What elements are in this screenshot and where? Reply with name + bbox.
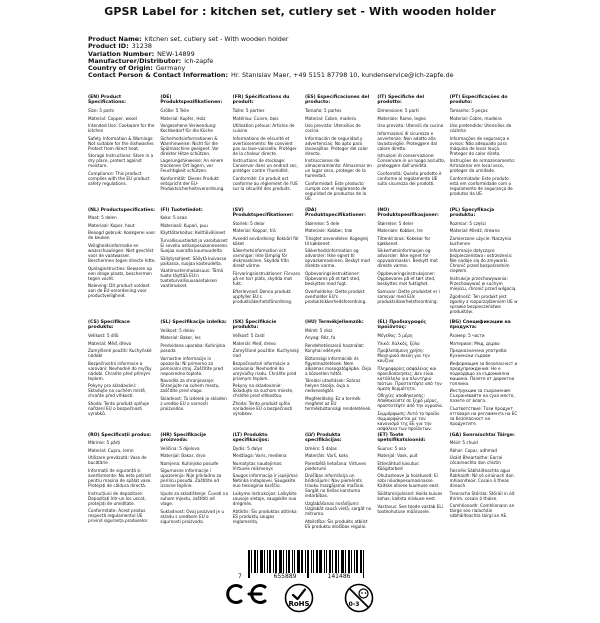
block-paragraph: Méid: 5 chuid (449, 440, 478, 446)
block-paragraph: Atbilstība: Šis produkts atbilst ES produktu drošības regulai. (305, 518, 368, 529)
block-paragraph: Dimensione: 5 parti (377, 108, 419, 114)
block-paragraph: Drošības informācija un brīdinājumi: Nav piemērots trauku mazgājamai mašīnai. Sargāt no tiešas karstuma iedarbības. (305, 473, 365, 499)
block-paragraph: Material: Cobre, madeira (449, 115, 502, 121)
block-paragraph: Sicherheitsinformationen & Warnhinweise: Nicht für die Spülmaschine geeignet. Vor direkter Hitze schützen. (160, 135, 219, 156)
block-paragraph: Säilytysohjeet: Säilytä kuivassa paikassa, suojaa kosteudelta. (160, 255, 227, 266)
field-value: Hr. Stanislav Maer, +49 5151 87798 10, kundenservice@ich-zapfe.de (231, 71, 454, 80)
language-block-sl (160, 320, 228, 433)
block-paragraph: Istruzioni di conservazione: Conservare in un luogo asciutto, proteggere dall'umidità. (377, 153, 446, 169)
block-paragraph: Opslaginstructies: Bewaren op een droge plaats, beschermen tegen vocht. (88, 265, 152, 281)
language-block-title: (HR) Specifikacije proizvoda: (160, 432, 207, 443)
block-paragraph: Skladnost: Ta izdelek je skladen z uredbo EU o varnosti proizvodov. (160, 395, 227, 411)
language-block-title: (IT) Specifiche del prodotto: (377, 95, 425, 106)
language-block-lt (233, 433, 301, 546)
language-block-title: (EN) Product Specifications: (88, 95, 127, 106)
language-block-title: (PL) Specyfikacja produktu: (449, 207, 495, 218)
language-block-fi (160, 208, 228, 321)
block-paragraph: Matériau: Cuivre, bois (232, 115, 279, 121)
block-paragraph: Efterlevnad: Denna produkt uppfyller EU:s produktsäkerhetsförordning. (232, 288, 293, 304)
block-paragraph: Paredzētā lietošana: Virtuves piederumi (305, 460, 367, 471)
block-paragraph: Material: Koppar, trä (232, 228, 276, 234)
page-title: GPSR Label for : kitchen set, cutlery set - With wooden holder (104, 5, 496, 18)
block-paragraph: Utilizare prevăzută: Vase de bucătărie (88, 455, 147, 466)
language-block-hr (160, 433, 228, 546)
language-block-title: (BG) Спецификации на продукта: (449, 320, 511, 331)
block-paragraph: Materiāls: Varš, koks (305, 453, 349, 459)
block-paragraph: Numatytas naudojimas: Virtuvės reikmenys (232, 460, 283, 471)
block-paragraph: Pokyny pro skladování: Skladujte na suchém místě, chraňte před vlhkostí. (88, 383, 147, 399)
block-paragraph: Veľkosť: 5 častí (232, 333, 265, 339)
block-paragraph: Conformità: Questo prodotto è conforme al regolamento UE sulla sicurezza dei prodotti. (377, 171, 442, 187)
block-paragraph: Συμμόρφωση: Αυτό το προϊόν συμμορφώνεται με τον κανονισμό της ΕΕ για την ασφάλεια των προϊόντων. (377, 411, 440, 432)
block-paragraph: Käyttötarkoitus: Keittiövälineet (160, 230, 226, 236)
block-paragraph: Méret: 5 rész (305, 327, 333, 333)
block-paragraph: Rendeltetésszerű használat: Konyhai edények (305, 342, 365, 353)
barcode-digit-group1: 655889 (273, 573, 297, 580)
block-paragraph: Größe: 5 Teile (160, 108, 190, 114)
language-block-title: (ET) Toote spetsifikatsioonid: (377, 432, 426, 443)
block-paragraph: Medžiaga: Varis, mediena (232, 453, 287, 459)
language-block-title: (FI) Tuotetiedot: (160, 207, 203, 213)
block-paragraph: Conformité: Ce produit est conforme au règlement de l'UE sur la sécurité des produits. (232, 176, 298, 192)
block-paragraph: Upute za skladištenje: Čuvati na suhom mjestu, zaštititi od vlage. (160, 490, 229, 506)
language-block-title: (HU) Termékjellemzők: (305, 320, 364, 325)
language-block-nl (88, 208, 156, 321)
language-block-da (305, 208, 373, 321)
block-paragraph: Material: Baker, les (160, 335, 201, 341)
block-paragraph: Säkerhetsinformation och varningar: Inte lämplig för diskmaskinen. Skydda från direkt värme. (232, 248, 290, 269)
block-paragraph: Uso previsto: Utensili da cucina (377, 123, 444, 129)
language-block-title: (LV) Produkta specifikācijas: (305, 432, 342, 443)
block-paragraph: Μέγεθος: 5 μέρη (377, 333, 413, 339)
language-block-title: (NO) Produktspesifikasjoner: (377, 207, 439, 218)
block-paragraph: Förvaringsinstruktioner: Förvara på en torr plats, skydda mot fukt. (232, 270, 300, 286)
block-paragraph: Materiale: Rame, legno (377, 115, 426, 121)
block-paragraph: Shoda: Tento produkt splňuje nařízení EU o bezpečnosti výrobků. (88, 401, 150, 417)
block-paragraph: Biztonsági információk és figyelmeztetések: Nem alkalmas mosogatógépbe. Óvja a közvetlen hőtől. (305, 355, 372, 376)
block-paragraph: Comhlíonadh: Comhlíonann an táirge seo rialacháin sábháilteachta táirgí an AE. (449, 503, 515, 519)
block-paragraph: Atitiktis: Šis produktas atitinka ES produktų saugos reglamentą. (232, 508, 297, 524)
block-paragraph: Oppbevaringsinstruksjoner: Oppbevares på et tørt sted, beskyttes mot fuktighet. (377, 270, 436, 286)
field-label: Product ID: (88, 42, 129, 51)
block-paragraph: Informații de siguranță și avertismente: Nu este potrivit pentru mașina de spălat vase. Protejați de căldura directă. (88, 468, 152, 489)
block-paragraph: Izmērs: 5 daļas (305, 445, 337, 451)
block-paragraph: Sikkerhedsinformation og advarsler: Ikke egnet til opvaskemaskinen. Beskyt mod direkte varme. (305, 248, 370, 269)
block-paragraph: Vaatimustenmukaisuus: Tämä tuote täyttää EU:n tuoteturvallisuusasetuksen vaatimukset. (160, 268, 224, 289)
block-paragraph: Materijal: Bakar, drvo (160, 453, 206, 459)
block-paragraph: Utilisation prévue: Articles de cuisine (232, 123, 295, 134)
block-paragraph: Material: Cupru, lemn (88, 447, 134, 453)
block-paragraph: Megfelelőség: Ez a termék megfelel az EU termékbiztonsági rendeletének. (305, 395, 372, 411)
block-paragraph: Tilsigtet anvendelse: Kogegrej til køkkenet (305, 235, 369, 246)
language-block-title: (ES) Especificaciones del producto: (305, 95, 370, 106)
language-block-lv (305, 433, 373, 546)
ce-mark-icon (222, 583, 270, 605)
language-block-hu (305, 320, 373, 433)
language-block-cs (88, 320, 156, 433)
language-block-es (305, 95, 373, 208)
block-paragraph: Instructions de stockage: Conserver dans un endroit sec, protéger contre l'humidité. (232, 158, 299, 174)
block-paragraph: Størrelse: 5 dele (305, 220, 340, 226)
block-paragraph: Pokyny na skladovanie: Skladujte na suchom mieste, chráňte pred vlhkosťou. (232, 383, 294, 399)
language-block-fr (233, 95, 301, 208)
field-label: Variation Number: (88, 49, 155, 58)
rohs-label: RoHS (288, 600, 310, 608)
block-paragraph: Zamýšľané použitie: Kuchynský riad (232, 348, 300, 359)
language-block-ga (450, 433, 518, 546)
language-block-title: (DE) Produktspezifikationen: (160, 95, 223, 106)
language-block-title: (SL) Specifikacije izdelka: (160, 320, 227, 325)
product-info-section (88, 36, 518, 80)
block-paragraph: Instrucciones de almacenamiento: Almacenar en un lugar seco, proteger de la humedad. (305, 158, 372, 179)
block-paragraph: Material: Kupfer, Holz (160, 115, 206, 121)
svg-text:0-3: 0-3 (348, 601, 360, 608)
block-paragraph: Zgodność: Ten produkt jest zgodny z rozporządzeniem UE w sprawie bezpieczeństwa produktów. (449, 293, 518, 314)
language-block-title: (RO) Specificații produs: (88, 432, 152, 438)
language-block-pt (450, 95, 518, 208)
block-paragraph: Uzglabāšanas norādījumi: Uzglabāt sausā vietā, sargāt no mitruma. (305, 500, 372, 516)
block-paragraph: Conformidad: Este producto cumple con el reglamento de seguridad de productos de la UE. (305, 181, 367, 202)
block-paragraph: Vastavus: See toode vastab ELi tooteohutuse määrusele. (377, 503, 443, 514)
block-paragraph: Материал: Мед, дърво (449, 340, 500, 346)
block-paragraph: Uso previsto: Utensilios de cocina (305, 123, 361, 134)
block-paragraph: Safety Information & Warnings: Not suitable for the dishwasher. Protect from direct heat. (88, 135, 155, 151)
field-value: NEW-14899 (157, 49, 195, 58)
block-paragraph: Predvidena uporaba: Kuhinjska posoda (160, 342, 226, 353)
field-value: ich-zapfe (184, 56, 214, 65)
block-paragraph: Størrelse: 5 deler (377, 220, 414, 226)
block-paragraph: Dydis: 5 dalys (232, 445, 263, 451)
block-paragraph: Materiał: Miedź, drewno (449, 228, 500, 234)
block-paragraph: Avsedd användning: Kokkärl för köket (232, 235, 300, 246)
block-paragraph: Veličina: 5 dijelova (160, 445, 200, 451)
block-paragraph: Tamaño: 5 partes (305, 108, 342, 114)
block-paragraph: Laikymo instrukcijos: Laikykite sausoje vietoje, saugokite nuo drėgmės. (232, 490, 297, 506)
block-paragraph: Mărime: 5 părți (88, 440, 121, 446)
block-paragraph: Treoracha Stórála: Stóráil in áit thirim, cosain ó thaise. (449, 490, 515, 501)
field-label: Country of Origin: (88, 64, 153, 73)
block-paragraph: Rozmiar: 5 części (449, 220, 487, 226)
block-paragraph: Materiale: Kobber, træ (305, 228, 353, 234)
block-paragraph: Πληροφορίες ασφάλειας και προειδοποιήσεις: Δεν είναι κατάλληλο για πλυντήριο πιάτων. Προστατέψτε από την άμεση θερμότητα. (377, 365, 442, 391)
language-block-pl (450, 208, 518, 321)
language-block-title: (EL) Προδιαγραφές προϊόντος: (377, 320, 427, 331)
block-paragraph: Tárolási utasítások: Száraz helyen tárolja, óvja a nedvességtől. (305, 378, 361, 394)
block-paragraph: Informations de sécurité et avertissements: Ne convient pas au lave-vaisselle. Protéger de la chaleur directe. (232, 135, 297, 156)
block-paragraph: Maat: 5 delen (88, 215, 117, 221)
barcode-bars (248, 550, 366, 573)
language-block-sk (233, 320, 301, 433)
barcode-digit-group2: 141486 (327, 573, 351, 580)
block-paragraph: Materjal: Vask, puit (377, 453, 418, 459)
block-paragraph: Materiale: Kobber, tre (377, 228, 423, 234)
block-paragraph: Ettenähtud kasutus: Köögitarbed (377, 460, 420, 471)
conformity-marks (0, 583, 600, 623)
block-paragraph: Zamierzone użycie: Naczynia kuchenne (449, 235, 512, 246)
rohs-icon (284, 583, 314, 613)
language-block-sv (233, 208, 301, 321)
block-paragraph: Conformitate: Acest produs respectă regulamentul UE privind siguranța produselor. (88, 508, 149, 524)
block-paragraph: Tamanho: 5 peças (449, 108, 488, 114)
block-paragraph: Lagerungshinweise: An einem trockenen Ort lagern, vor Feuchtigkeit schützen. (160, 158, 224, 174)
block-paragraph: Veiligheidsinformatie en waarschuwingen: Niet geschikt voor de vaatwasser. Beschermen tegen directe hitte. (88, 243, 156, 264)
block-paragraph: Tiltenkt bruk: Kokekar for kjøkkenet (377, 235, 431, 246)
block-paragraph: Säilitamisjuhised: Hoida kuivas kohas, kaitsta niiskuse eest. (377, 490, 443, 501)
block-paragraph: Vorgesehene Verwendung: Kochbedarf für die Küche (160, 123, 217, 134)
block-paragraph: Saugos informacija ir įspėjimai: Netinka indaplovei. Saugokite nuo tiesioginio karščio. (232, 473, 299, 489)
language-block-ro (88, 433, 156, 546)
block-paragraph: Overholdelse: Dette produkt overholder EU's produktsikkerhedsforordning. (305, 288, 367, 304)
block-paragraph: Turvallisuustiedot ja varoitukset: Ei sovellu astianpesukoneeseen. Suojaa suoralta kuumuudelta. (160, 238, 229, 254)
language-block-title: (DA) Produktspecifikationer: (305, 207, 367, 218)
block-paragraph: Ábhar: Copar, adhmad (449, 447, 498, 453)
barcode-digit-left: 7 (238, 573, 242, 580)
field-label: Manufacturer/Distributor: (88, 56, 182, 65)
field-label: Product Name: (88, 35, 142, 43)
block-paragraph: Съответствие: Този продукт отговаря на регламента на ЕС за безопасност на продуктите. (449, 406, 518, 427)
block-paragraph: Suurus: 5 osa (377, 445, 406, 451)
block-paragraph: Informações de segurança e avisos: Não adequado para máquina de lavar louça. Proteger do calor direto. (449, 135, 510, 156)
language-block-title: (CS) Specifikace produktu: (88, 320, 130, 331)
block-paragraph: Sukladnost: Ovaj proizvod je u skladu s uredbom EU o sigurnosti proizvoda. (160, 508, 225, 524)
block-paragraph: Οδηγίες αποθήκευσης: Αποθηκεύστε σε ξηρό μέρος, προστατέψτε από την υγρασία. (377, 393, 444, 409)
field-value: 31238 (131, 42, 152, 51)
language-block-title: (SK) Špecifikácie produktu: (232, 320, 277, 331)
block-paragraph: Προβλεπόμενη χρήση: Μαγειρικά σκεύη για την κουζίνα (377, 348, 430, 364)
block-paragraph: Υλικό: Χαλκός, ξύλο (377, 340, 420, 346)
language-block-title: (GA) Sonraíochtaí Táirge: (449, 432, 515, 438)
block-paragraph: Materiál: Meď, drevo (232, 340, 276, 346)
product-field (88, 72, 518, 79)
block-paragraph: Úsáid Bheartaithe: Earraí cócaireachta don chistin (449, 455, 503, 466)
block-paragraph: Samsvar: Dette produktet er i samsvar med EUs produktsikkerhetsforordning. (377, 288, 440, 304)
language-block-title: (LT) Produkto specifikacijos: (232, 432, 270, 443)
block-paragraph: Anyag: Réz, fa (305, 335, 336, 341)
block-paragraph: Varnostne informacije in opozorila: Ni primerno za pomivalni stroj. Zaščitite pred neposredno toploto. (160, 355, 223, 376)
block-paragraph: Instrukcje przechowywania: Przechowywać w suchym miejscu, chronić przed wilgocią. (449, 275, 517, 291)
block-paragraph: Velikost: 5 delov (160, 327, 195, 333)
block-paragraph: Material: Cobre, madera (305, 115, 356, 121)
block-paragraph: Storage Instructions: Store in a dry place, protect against moisture. (88, 153, 154, 169)
language-block-title: (PT) Especificações do produto: (449, 95, 508, 106)
block-paragraph: Konformität: Dieses Produkt entspricht der EU-Produktsicherheitsverordnung. (160, 176, 225, 192)
block-paragraph: Material: Copper, wood (88, 115, 137, 121)
block-paragraph: Información de seguridad y advertencias: No apto para lavavajillas. Proteger del calor directo. (305, 135, 369, 156)
language-blocks-grid (88, 95, 518, 545)
block-paragraph: Beoogd gebruik: Kookgerei voor de keuken (88, 230, 156, 241)
block-paragraph: Intended Use: Cookware for the kitchen (88, 123, 155, 134)
age-warning-0-3-icon (344, 583, 374, 613)
block-paragraph: Bezpečnostné informácie a varovania: Nevhodné do umývačky riadu. Chráňte pred priamym teplom. (232, 360, 297, 381)
block-paragraph: Koko: 5 osaa (160, 215, 187, 221)
language-block-title: (SV) Produktspecifikationer: (232, 207, 294, 218)
language-block-et (377, 433, 445, 546)
block-paragraph: Materiaali: Kupari, puu (160, 222, 208, 228)
block-paragraph: Namjena: Kuhinjsko posuđe (160, 460, 219, 466)
field-value: Germany (155, 64, 186, 73)
product-field (88, 36, 518, 43)
language-block-it (377, 95, 445, 208)
block-paragraph: Zamýšlené použití: Kuchyňské nádobí (88, 348, 152, 359)
block-paragraph: Materiál: Měď, dřevo (88, 340, 132, 346)
block-paragraph: Sikkerhetsinformasjon og advarsler: Ikke egnet for oppvaskmaskin. Beskytt mot direkte varme. (377, 248, 438, 269)
block-paragraph: Conformidade: Este produto está em conformidade com o regulamento de segurança de produtos da UE. (449, 176, 513, 197)
language-block-title: (NL) Productspecificaties: (88, 207, 155, 213)
language-block-bg (450, 320, 518, 433)
barcode (238, 550, 374, 586)
block-paragraph: Faisnéis Sábháilteachta agus Rabhaidh: Níl sé oiriúnach don mhiasniteoir. Cosain ó theas díreach. (449, 468, 514, 489)
block-paragraph: Размер: 5 части (449, 333, 485, 339)
block-paragraph: Zhoda: Tento produkt spĺňa nariadenie EÚ o bezpečnosti výrobkov. (232, 401, 293, 417)
block-paragraph: Taille: 5 parties (232, 108, 265, 114)
language-block-el (377, 320, 445, 433)
block-paragraph: Предназначена употреба: Кухненски съдове (449, 348, 508, 359)
block-paragraph: Информация за безопасност и предупреждения: Не е подходящо за съдомиялна машина. Пазете от директна топлина. (449, 360, 518, 386)
block-paragraph: Navodila za shranjevanje: Shranjujte na suhem mestu, zaščitite pred vlago. (160, 378, 220, 394)
language-block-de (160, 95, 228, 208)
language-block-en (88, 95, 156, 208)
field-label: Contact Person & Contact Information: (88, 71, 229, 80)
block-paragraph: Инструкции за съхранение: Съхранявайте на сухо място, пазете от влага. (449, 388, 515, 404)
block-paragraph: Ohutusteave ja hoiatused: Ei sobi nõudepesumasinasse. Kaitske otsese kuumuse eest. (377, 473, 440, 489)
block-paragraph: Storlek: 5 delar (232, 220, 265, 226)
block-paragraph: Size: 5 parts (88, 108, 115, 114)
block-paragraph: Instrucțiuni de depozitare: Depozitați într-un loc uscat, protejați de umiditate. (88, 490, 146, 506)
block-paragraph: Opbevaringsinstruktioner: Opbevares på et tørt sted, beskyttes mod fugt. (305, 270, 361, 286)
block-paragraph: Sigurnosne informacije i upozorenja: Nije prikladno za perilicu posuđa. Zaštitite od izravne topline. (160, 468, 222, 489)
block-paragraph: Naleving: Dit product voldoet aan de EU-verordening voor productveiligheid. (88, 283, 150, 299)
language-block-no (377, 208, 445, 321)
block-paragraph: Informazioni di sicurezza e avvertenze: Non adatto alla lavastoviglie. Proteggere dal calore diretto. (377, 130, 438, 151)
block-paragraph: Uso pretendido: Utensílios de cozinha (449, 123, 512, 134)
block-paragraph: Bezpečnostní informace a varování: Nevhodné do myčky nádobí. Chraňte před přímým teplem. (88, 360, 152, 381)
field-value: kitchen set, cutlery set - With wooden holder (144, 35, 289, 43)
block-paragraph: Materiaal: Koper, hout (88, 222, 135, 228)
block-paragraph: Informacje dotyczące bezpieczeństwa i ostrzeżenia: Nie nadaje się do zmywarki. Chronić przed bezpośrednim ciepłem. (449, 248, 513, 274)
block-paragraph: Velikost: 5 dílů (88, 333, 119, 339)
language-block-title: (FR) Spécifications du produit: (232, 95, 290, 106)
block-paragraph: Instruções de armazenamento: Armazenar em local seco, proteger da umidade. (449, 158, 516, 174)
block-paragraph: Compliance: This product complies with the EU product safety regulations. (88, 171, 150, 187)
